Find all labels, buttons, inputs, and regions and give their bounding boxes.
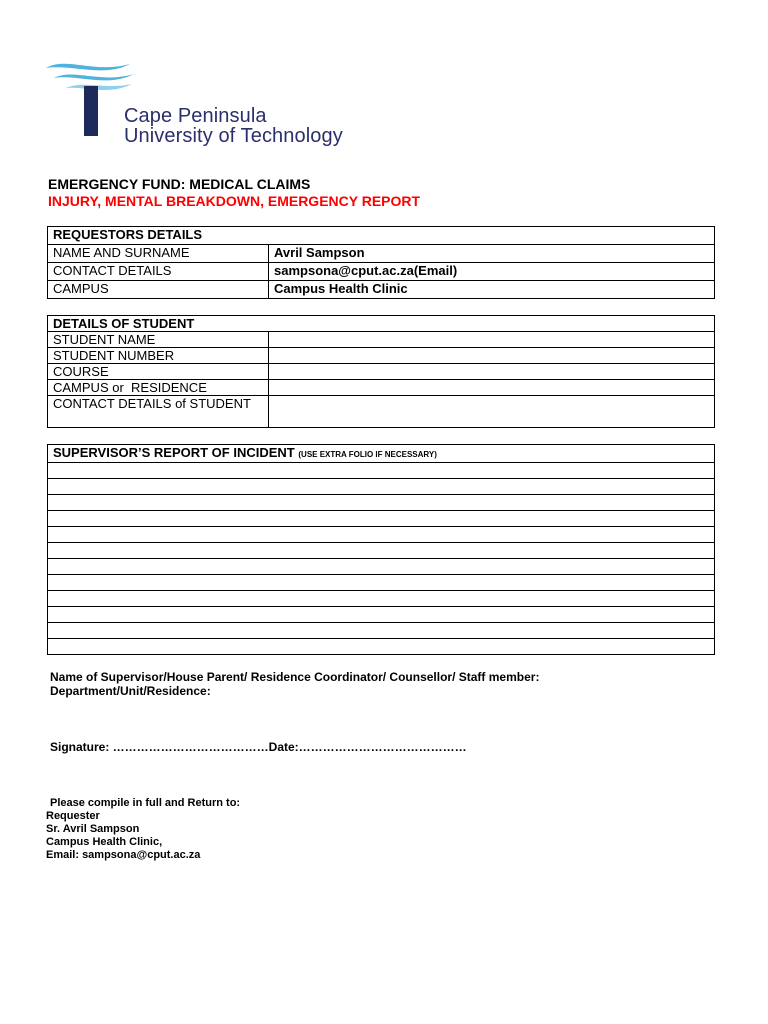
report-line: [48, 623, 715, 639]
report-line: [48, 511, 715, 527]
report-line-field[interactable]: [48, 607, 715, 623]
table-row: [48, 396, 715, 428]
incident-report-table: [47, 444, 715, 655]
report-line: [48, 607, 715, 623]
report-line-field[interactable]: [48, 495, 715, 511]
table-row: [48, 281, 715, 299]
university-logo-mark: [44, 58, 136, 136]
report-line-field[interactable]: [48, 463, 715, 479]
return-instructions-heading: Please compile in full and Return to:: [50, 797, 241, 809]
department-label: Department/Unit/Residence:: [50, 684, 211, 698]
table-row: [48, 380, 715, 396]
report-line: [48, 639, 715, 655]
report-line: [48, 543, 715, 559]
report-header-note: (USE EXTRA FOLIO IF NECESSARY): [298, 450, 437, 459]
row-label: CAMPUS: [48, 281, 269, 299]
table-row: [48, 348, 715, 364]
report-line: [48, 527, 715, 543]
report-line-field[interactable]: [48, 575, 715, 591]
supervisor-name-label: Name of Supervisor/House Parent/ Residence Coordinator/ Counsellor/ Staff member:: [50, 670, 540, 684]
report-line-field[interactable]: [48, 479, 715, 495]
report-line-field[interactable]: [48, 543, 715, 559]
university-name-line1: Cape Peninsula: [124, 105, 267, 127]
report-line: [48, 559, 715, 575]
table-row: [48, 364, 715, 380]
table-header-row: [48, 445, 715, 463]
row-value: Campus Health Clinic: [269, 281, 715, 299]
row-value: Avril Sampson: [269, 245, 715, 263]
report-line: [48, 479, 715, 495]
report-line-field[interactable]: [48, 527, 715, 543]
student-name-field[interactable]: [269, 332, 715, 348]
table-header-row: [48, 227, 715, 245]
student-details-table: [47, 315, 715, 428]
return-contact-location: Campus Health Clinic,: [46, 836, 163, 848]
report-line-field[interactable]: [48, 559, 715, 575]
table-row: [48, 263, 715, 281]
student-number-field[interactable]: [269, 348, 715, 364]
row-label: CONTACT DETAILS: [48, 263, 269, 281]
report-line: [48, 591, 715, 607]
table-row: [48, 245, 715, 263]
row-label: COURSE: [48, 364, 269, 380]
university-name-line2: University of Technology: [124, 125, 343, 147]
report-line-field[interactable]: [48, 623, 715, 639]
row-label: NAME AND SURNAME: [48, 245, 269, 263]
course-field[interactable]: [269, 364, 715, 380]
row-label: CAMPUS or RESIDENCE: [48, 380, 269, 396]
row-label: STUDENT NUMBER: [48, 348, 269, 364]
requestor-section-header: REQUESTORS DETAILS: [48, 227, 715, 245]
return-address-block: [46, 810, 200, 862]
report-line: [48, 575, 715, 591]
signature-date-line: Signature: …………………………………Date:……………………………………: [50, 740, 467, 754]
campus-residence-field[interactable]: [269, 380, 715, 396]
report-line-field[interactable]: [48, 511, 715, 527]
form-subtitle: INJURY, MENTAL BREAKDOWN, EMERGENCY REPORT: [48, 193, 421, 209]
report-section-header: [48, 445, 715, 463]
report-line: [48, 495, 715, 511]
report-line: [48, 463, 715, 479]
row-label: CONTACT DETAILS of STUDENT: [48, 396, 269, 428]
row-label: STUDENT NAME: [48, 332, 269, 348]
requestor-details-table: [47, 226, 715, 299]
report-line-field[interactable]: [48, 591, 715, 607]
return-contact-name: Sr. Avril Sampson: [46, 823, 140, 835]
table-header-row: [48, 316, 715, 332]
return-requester-label: Requester: [46, 810, 100, 822]
return-contact-email: Email: sampsona@cput.ac.za: [46, 849, 201, 861]
form-title: EMERGENCY FUND: MEDICAL CLAIMS: [48, 176, 311, 192]
table-row: [48, 332, 715, 348]
report-line-field[interactable]: [48, 639, 715, 655]
report-header-label: SUPERVISOR’S REPORT OF INCIDENT: [53, 445, 295, 460]
student-contact-field[interactable]: [269, 396, 715, 428]
student-section-header: DETAILS OF STUDENT: [48, 316, 715, 332]
row-value: sampsona@cput.ac.za(Email): [269, 263, 715, 281]
